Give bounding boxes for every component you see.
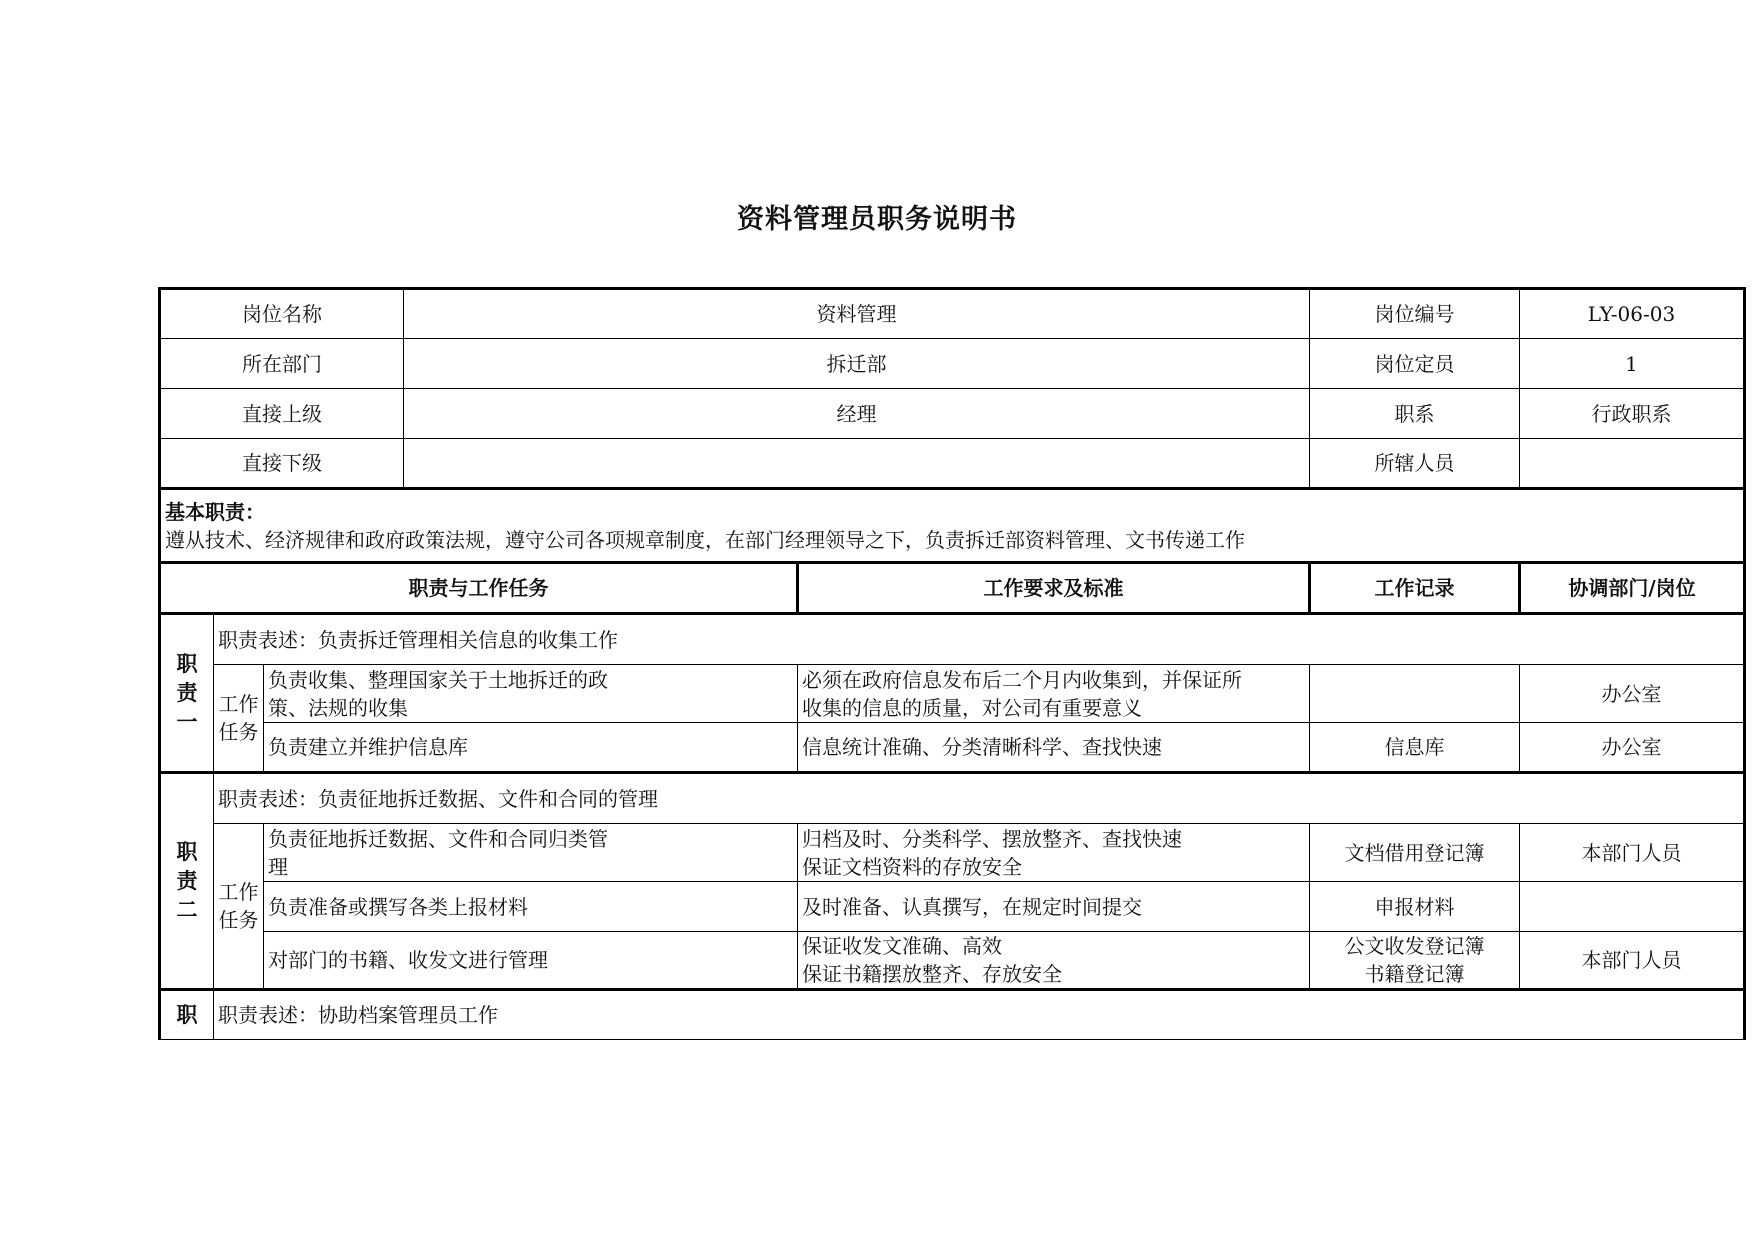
- duty-3-label: 职: [160, 990, 214, 1040]
- position-code-label: 岗位编号: [1310, 289, 1520, 339]
- record-line: 公文收发登记簿: [1344, 934, 1485, 958]
- basic-duty-heading: 基本职责：: [165, 499, 265, 524]
- subordinate-value: [404, 439, 1310, 489]
- position-name-value: 资料管理: [404, 289, 1310, 339]
- headcount-label: 岗位定员: [1310, 339, 1520, 389]
- task-label-line: 工作: [218, 692, 259, 716]
- requirement-line: 归档及时、分类科学、摆放整齐、查找快速: [802, 826, 1182, 851]
- task-line: 负责征地拆迁数据、文件和合同归类管: [268, 826, 608, 851]
- requirement-line: 保证书籍摆放整齐、存放安全: [802, 962, 1062, 986]
- basic-duty-row: [160, 489, 1745, 563]
- duty-1-description-row: [160, 614, 1745, 665]
- duty-2-task-row: [160, 932, 1745, 990]
- record-line: 书籍登记簿: [1364, 962, 1465, 986]
- page-title: 资料管理员职务说明书: [737, 204, 1017, 235]
- duty-2-task-label: [214, 824, 264, 990]
- header-record: 工作记录: [1310, 563, 1520, 614]
- managed-staff-label: 所辖人员: [1310, 439, 1520, 489]
- duty-2-coordination-3: 本部门人员: [1520, 932, 1745, 990]
- department-label: 所在部门: [160, 339, 404, 389]
- duty-3-description: 职责表述：协助档案管理员工作: [214, 990, 1745, 1040]
- task-line: 策、法规的收集: [268, 695, 408, 720]
- basic-duty-text: 遵从技术、经济规律和政府政策法规，遵守公司各项规章制度，在部门经理领导之下，负责拆迁部资料管理、文书传递工作: [165, 527, 1245, 552]
- duty-2-task-3: 对部门的书籍、收发文进行管理: [264, 932, 798, 990]
- subordinate-label: 直接下级: [160, 439, 404, 489]
- headcount-value: 1: [1520, 339, 1745, 389]
- duty-2-coordination-2: [1520, 882, 1745, 932]
- requirement-line: 必须在政府信息发布后二个月内收集到，并保证所: [802, 667, 1242, 692]
- task-line: 理: [268, 854, 288, 879]
- duty-2-label: [160, 773, 214, 990]
- position-name-label: 岗位名称: [160, 289, 404, 339]
- duty-1-coordination-1: 办公室: [1520, 665, 1745, 723]
- requirement-line: 收集的信息的质量，对公司有重要意义: [802, 695, 1142, 720]
- duty-2-requirement-3: [798, 932, 1310, 990]
- job-description-table: [158, 287, 1746, 1040]
- header-duty-task: 职责与工作任务: [160, 563, 798, 614]
- duty-1-description: 职责表述：负责拆迁管理相关信息的收集工作: [214, 614, 1745, 665]
- duty-1-task-1: [264, 665, 798, 723]
- duty-2-label-char: 职: [176, 839, 198, 864]
- requirement-line: 保证文档资料的存放安全: [802, 854, 1022, 879]
- duty-1-requirement-2: 信息统计准确、分类清晰科学、查找快速: [798, 723, 1310, 773]
- superior-label: 直接上级: [160, 389, 404, 439]
- requirement-line: 保证收发文准确、高效: [802, 934, 1002, 958]
- position-code-value: LY-06-03: [1520, 289, 1745, 339]
- duty-2-record-3: [1310, 932, 1520, 990]
- duty-2-task-2: 负责准备或撰写各类上报材料: [264, 882, 798, 932]
- duty-1-task-row: [160, 665, 1745, 723]
- duty-1-task-row: [160, 723, 1745, 773]
- duty-2-record-2: 申报材料: [1310, 882, 1520, 932]
- header-requirements: 工作要求及标准: [798, 563, 1310, 614]
- basic-duty-cell: [160, 489, 1745, 563]
- info-row-subordinate: [160, 439, 1745, 489]
- duty-2-task-row: [160, 824, 1745, 882]
- duty-2-label-char: 二: [176, 897, 198, 922]
- duty-2-task-1: [264, 824, 798, 882]
- duty-1-record-1: [1310, 665, 1520, 723]
- duty-2-description-row: [160, 773, 1745, 824]
- task-label-line: 任务: [218, 908, 259, 932]
- duty-2-requirement-2: 及时准备、认真撰写，在规定时间提交: [798, 882, 1310, 932]
- duty-1-label-char: 职: [176, 651, 198, 676]
- task-line: 负责收集、整理国家关于土地拆迁的政: [268, 667, 608, 692]
- duty-1-record-2: 信息库: [1310, 723, 1520, 773]
- duty-2-coordination-1: 本部门人员: [1520, 824, 1745, 882]
- header-row: [160, 563, 1745, 614]
- duty-2-task-row: [160, 882, 1745, 932]
- job-family-label: 职系: [1310, 389, 1520, 439]
- duty-1-task-2: 负责建立并维护信息库: [264, 723, 798, 773]
- duty-1-requirement-1: [798, 665, 1310, 723]
- managed-staff-value: [1520, 439, 1745, 489]
- info-row-superior: [160, 389, 1745, 439]
- task-label-line: 工作: [218, 880, 259, 904]
- duty-2-label-char: 责: [176, 868, 198, 893]
- duty-1-label: [160, 614, 214, 773]
- duty-2-record-1: 文档借用登记簿: [1310, 824, 1520, 882]
- info-row-department: [160, 339, 1745, 389]
- job-family-value: 行政职系: [1520, 389, 1745, 439]
- duty-1-label-char: 一: [176, 709, 198, 734]
- superior-value: 经理: [404, 389, 1310, 439]
- duty-1-task-label: [214, 665, 264, 773]
- duty-2-requirement-1: [798, 824, 1310, 882]
- task-label-line: 任务: [218, 720, 259, 744]
- department-value: 拆迁部: [404, 339, 1310, 389]
- info-row-position: [160, 289, 1745, 339]
- duty-1-label-char: 责: [176, 680, 198, 705]
- header-coordination: 协调部门/岗位: [1520, 563, 1745, 614]
- duty-3-description-row: [160, 990, 1745, 1040]
- duty-2-description: 职责表述：负责征地拆迁数据、文件和合同的管理: [214, 773, 1745, 824]
- duty-1-coordination-2: 办公室: [1520, 723, 1745, 773]
